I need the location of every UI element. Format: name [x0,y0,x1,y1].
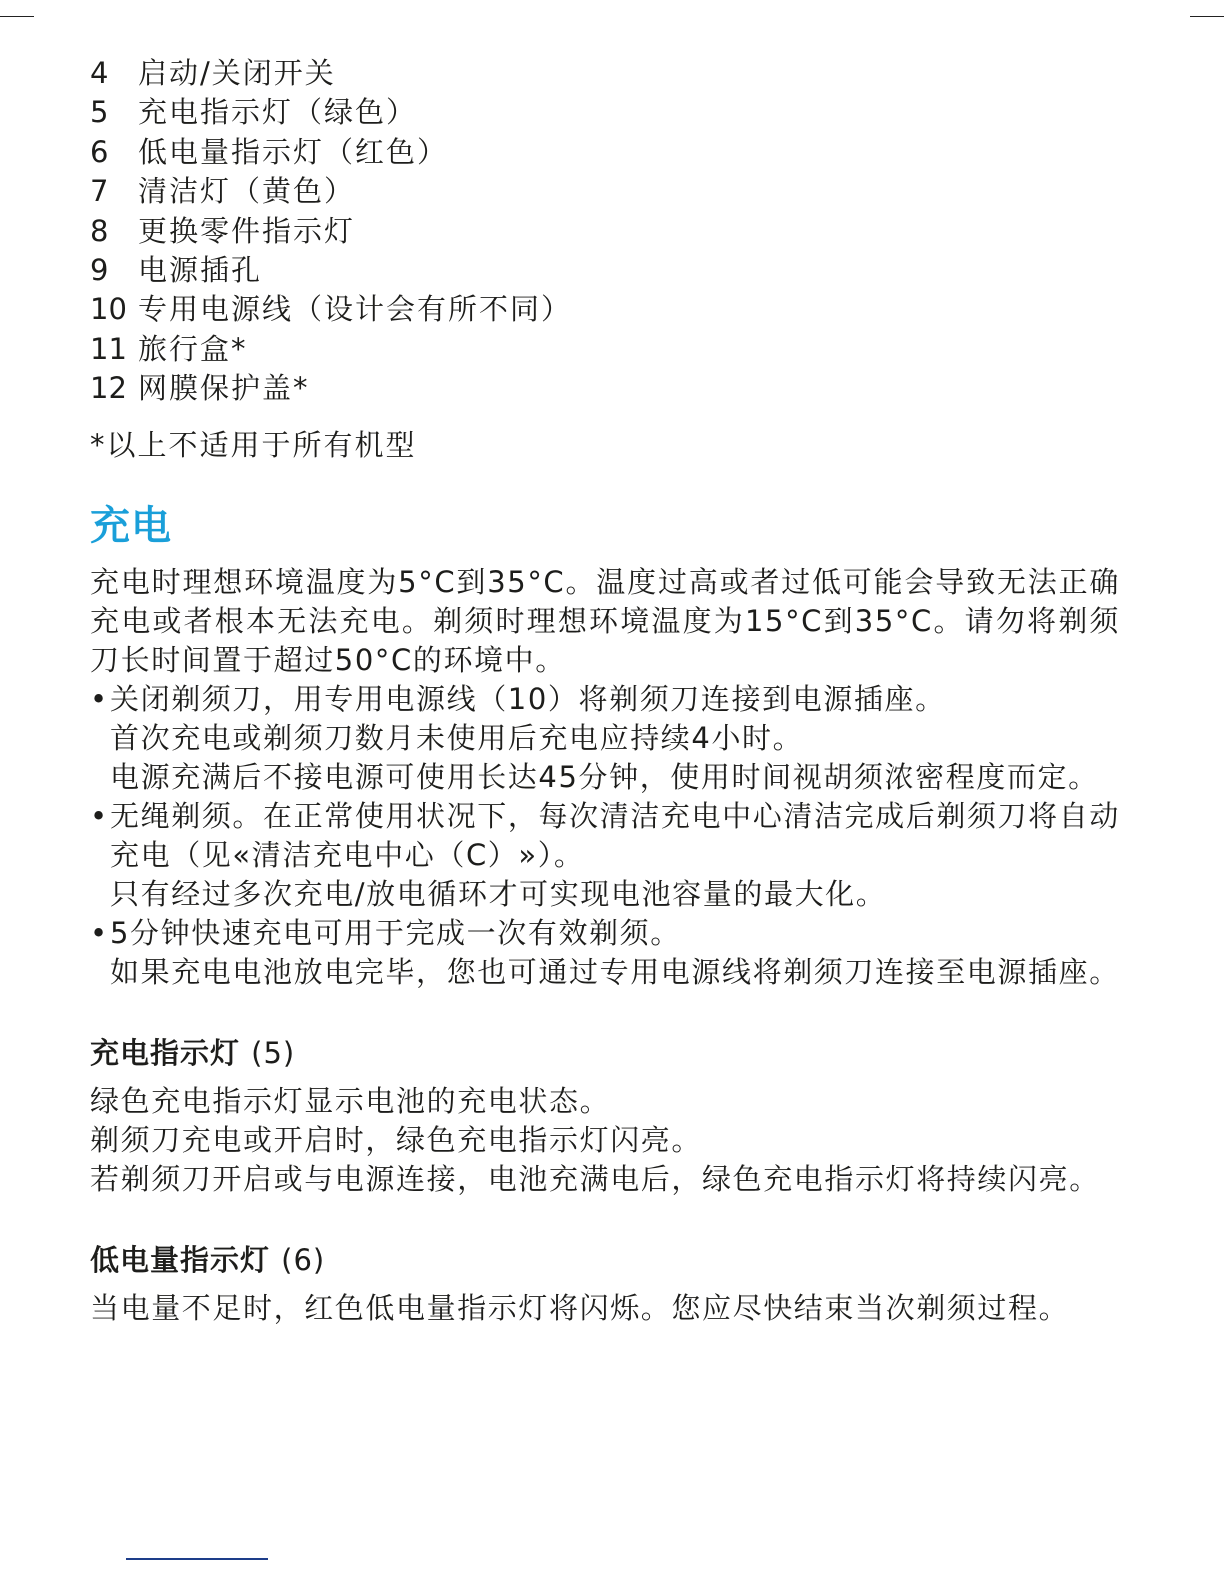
bullet-extra: 首次充电或剃须刀数月未使用后充电应持续4小时。 [110,720,804,755]
item-label: 低电量指示灯（红色） [138,134,449,169]
bullet-dot-icon: • [90,915,109,950]
list-item [90,54,1120,93]
bullet-main: 无绳剃须。在正常使用状况下，每次清洁充电中心清洁完成后剃须刀将自动充电（见«清洁充电中心（C）»）。 [110,798,1120,872]
charging-bullets [90,680,1120,992]
item-number: 7 [90,174,109,209]
text-line: 剃须刀充电或开启时，绿色充电指示灯闪亮。 [90,1122,703,1157]
bullet-item [90,914,1120,992]
bullet-main: 关闭剃须刀，用专用电源线（10）将剃须刀连接到电源插座。 [110,681,946,716]
item-label: 清洁灯（黄色） [138,174,356,209]
footer-rule [126,1558,268,1560]
charging-intro: 充电时理想环境温度为5°C到35°C。温度过高或者过低可能会导致无法正确充电或者根本无法充电。剃须时理想环境温度为15°C到35°C。请勿将剃须刀长时间置于超过50°C的环境中。 [90,564,1120,677]
item-number: 5 [90,95,109,130]
subsection-title-text: 充电指示灯 [90,1035,241,1070]
item-number: 8 [90,213,109,248]
text-line: 绿色充电指示灯显示电池的充电状态。 [90,1083,611,1118]
subsection-ref: (5) [251,1035,296,1070]
subsection-title-low-battery [90,1235,1120,1285]
bullet-main: 5分钟快速充电可用于完成一次有效剃须。 [110,915,681,950]
low-battery-text: 当电量不足时，红色低电量指示灯将闪烁。您应尽快结束当次剃须过程。 [90,1290,1070,1325]
list-item [90,172,1120,211]
item-label: 充电指示灯（绿色） [138,95,418,130]
list-item [90,212,1120,251]
item-number: 9 [90,252,109,287]
item-number: 6 [90,134,109,169]
charge-indicator-text [90,1082,1120,1199]
item-label: 网膜保护盖* [138,371,310,406]
page-content [90,54,1120,1328]
item-label: 更换零件指示灯 [138,213,356,248]
list-item [90,93,1120,132]
bullet-dot-icon: • [90,798,109,833]
list-item [90,290,1120,329]
crop-mark-left [0,16,34,17]
bullet-extra: 电源充满后不接电源可使用长达45分钟，使用时间视胡须浓密程度而定。 [110,759,1099,794]
item-label: 专用电源线（设计会有所不同） [138,292,573,327]
item-label: 启动/关闭开关 [138,56,336,90]
list-item [90,251,1120,290]
item-label: 旅行盒* [138,331,248,366]
bullet-extra: 如果充电电池放电完毕，您也可通过专用电源线将剃须刀连接至电源插座。 [110,954,1120,989]
subsection-ref: (6) [281,1242,326,1277]
parts-list [90,54,1120,409]
subsection-title-charge-indicator [90,1028,1120,1078]
bullet-dot-icon: • [90,681,109,716]
item-number: 4 [90,56,109,90]
bullet-item [90,680,1120,797]
subsection-title-text: 低电量指示灯 [90,1242,271,1277]
list-item [90,133,1120,172]
list-item [90,330,1120,369]
crop-mark-right [1190,16,1224,17]
footnote: *以上不适用于所有机型 [90,427,417,462]
section-title-charging: 充电 [90,502,172,549]
list-item [90,369,1120,408]
bullet-extra: 只有经过多次充电/放电循环才可实现电池容量的最大化。 [110,876,887,911]
item-number: 10 [90,292,127,327]
item-number: 11 [90,331,127,366]
item-label: 电源插孔 [138,252,263,287]
bullet-item [90,797,1120,914]
item-number: 12 [90,371,127,406]
text-line: 若剃须刀开启或与电源连接，电池充满电后，绿色充电指示灯将持续闪亮。 [90,1161,1100,1196]
